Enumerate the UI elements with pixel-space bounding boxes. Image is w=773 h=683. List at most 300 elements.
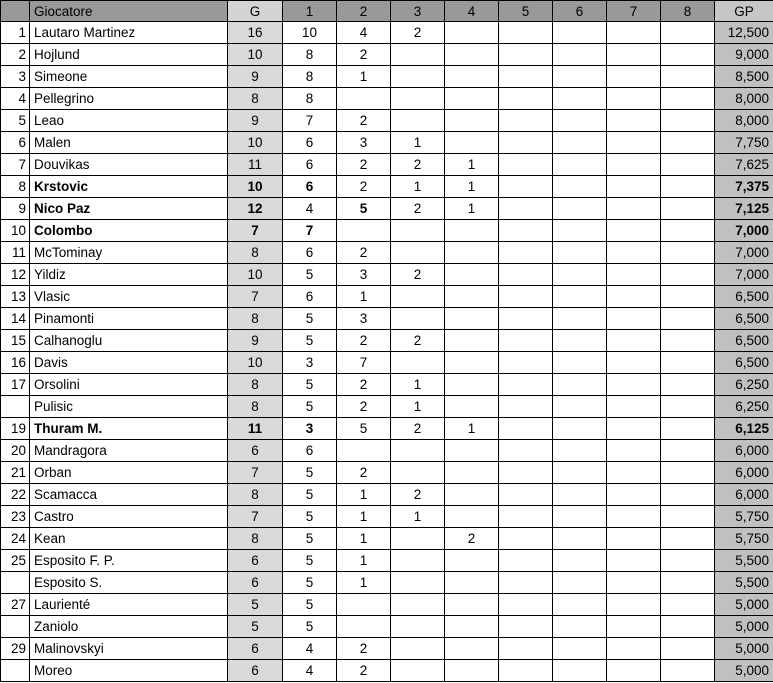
value-cell[interactable] bbox=[607, 594, 661, 616]
value-cell[interactable] bbox=[499, 528, 553, 550]
value-cell[interactable]: 2 bbox=[391, 418, 445, 440]
value-cell[interactable] bbox=[553, 286, 607, 308]
value-cell[interactable] bbox=[445, 286, 499, 308]
rank-cell[interactable]: 11 bbox=[1, 242, 30, 264]
goals-total-cell[interactable]: 12 bbox=[228, 198, 283, 220]
value-cell[interactable]: 3 bbox=[283, 418, 337, 440]
value-cell[interactable]: 2 bbox=[391, 484, 445, 506]
gp-cell[interactable]: 7,375 bbox=[715, 176, 773, 198]
value-cell[interactable] bbox=[553, 506, 607, 528]
value-cell[interactable] bbox=[445, 484, 499, 506]
rank-cell[interactable]: 17 bbox=[1, 374, 30, 396]
value-cell[interactable] bbox=[499, 352, 553, 374]
value-cell[interactable]: 6 bbox=[283, 440, 337, 462]
value-cell[interactable] bbox=[661, 660, 715, 682]
value-cell[interactable]: 5 bbox=[337, 418, 391, 440]
goals-total-cell[interactable]: 8 bbox=[228, 88, 283, 110]
goals-total-cell[interactable]: 8 bbox=[228, 308, 283, 330]
value-cell[interactable] bbox=[445, 308, 499, 330]
value-cell[interactable] bbox=[445, 88, 499, 110]
player-name-cell[interactable]: Yildiz bbox=[30, 264, 228, 286]
value-cell[interactable] bbox=[553, 594, 607, 616]
gp-cell[interactable]: 7,000 bbox=[715, 264, 773, 286]
value-cell[interactable] bbox=[553, 220, 607, 242]
col-header-3[interactable]: 3 bbox=[391, 1, 445, 22]
value-cell[interactable] bbox=[499, 330, 553, 352]
value-cell[interactable]: 1 bbox=[445, 176, 499, 198]
value-cell[interactable] bbox=[445, 506, 499, 528]
value-cell[interactable] bbox=[553, 22, 607, 44]
goals-total-cell[interactable]: 5 bbox=[228, 616, 283, 638]
value-cell[interactable] bbox=[391, 594, 445, 616]
value-cell[interactable] bbox=[553, 242, 607, 264]
value-cell[interactable] bbox=[499, 462, 553, 484]
rank-cell[interactable]: 9 bbox=[1, 198, 30, 220]
value-cell[interactable] bbox=[661, 242, 715, 264]
value-cell[interactable] bbox=[661, 22, 715, 44]
rank-cell[interactable] bbox=[1, 660, 30, 682]
value-cell[interactable] bbox=[553, 132, 607, 154]
player-name-cell[interactable]: Moreo bbox=[30, 660, 228, 682]
value-cell[interactable]: 2 bbox=[337, 638, 391, 660]
value-cell[interactable]: 5 bbox=[283, 506, 337, 528]
rank-cell[interactable]: 24 bbox=[1, 528, 30, 550]
value-cell[interactable] bbox=[607, 418, 661, 440]
rank-cell[interactable]: 8 bbox=[1, 176, 30, 198]
goals-total-cell[interactable]: 9 bbox=[228, 110, 283, 132]
value-cell[interactable] bbox=[445, 374, 499, 396]
rank-cell[interactable]: 10 bbox=[1, 220, 30, 242]
col-header-4[interactable]: 4 bbox=[445, 1, 499, 22]
goals-total-cell[interactable]: 16 bbox=[228, 22, 283, 44]
gp-cell[interactable]: 5,000 bbox=[715, 660, 773, 682]
gp-cell[interactable]: 12,500 bbox=[715, 22, 773, 44]
value-cell[interactable]: 5 bbox=[283, 572, 337, 594]
rank-cell[interactable]: 12 bbox=[1, 264, 30, 286]
goals-total-cell[interactable]: 6 bbox=[228, 572, 283, 594]
player-name-cell[interactable]: Pellegrino bbox=[30, 88, 228, 110]
col-header-2[interactable]: 2 bbox=[337, 1, 391, 22]
col-header-5[interactable]: 5 bbox=[499, 1, 553, 22]
value-cell[interactable]: 6 bbox=[283, 286, 337, 308]
value-cell[interactable]: 2 bbox=[391, 22, 445, 44]
value-cell[interactable]: 2 bbox=[337, 330, 391, 352]
player-name-cell[interactable]: Davis bbox=[30, 352, 228, 374]
gp-cell[interactable]: 5,000 bbox=[715, 638, 773, 660]
value-cell[interactable]: 7 bbox=[337, 352, 391, 374]
rank-cell[interactable]: 19 bbox=[1, 418, 30, 440]
value-cell[interactable]: 4 bbox=[283, 638, 337, 660]
value-cell[interactable] bbox=[553, 44, 607, 66]
gp-cell[interactable]: 7,750 bbox=[715, 132, 773, 154]
col-header-giocatore[interactable]: Giocatore bbox=[30, 1, 228, 22]
gp-cell[interactable]: 6,125 bbox=[715, 418, 773, 440]
value-cell[interactable]: 5 bbox=[283, 550, 337, 572]
rank-cell[interactable] bbox=[1, 396, 30, 418]
value-cell[interactable] bbox=[553, 462, 607, 484]
value-cell[interactable] bbox=[661, 154, 715, 176]
player-name-cell[interactable]: Scamacca bbox=[30, 484, 228, 506]
player-name-cell[interactable]: Castro bbox=[30, 506, 228, 528]
value-cell[interactable] bbox=[553, 572, 607, 594]
value-cell[interactable] bbox=[661, 528, 715, 550]
value-cell[interactable]: 2 bbox=[337, 110, 391, 132]
goals-total-cell[interactable]: 6 bbox=[228, 550, 283, 572]
value-cell[interactable] bbox=[607, 352, 661, 374]
player-name-cell[interactable]: Esposito F. P. bbox=[30, 550, 228, 572]
value-cell[interactable] bbox=[607, 462, 661, 484]
value-cell[interactable] bbox=[661, 176, 715, 198]
goals-total-cell[interactable]: 11 bbox=[228, 418, 283, 440]
value-cell[interactable] bbox=[661, 440, 715, 462]
value-cell[interactable]: 4 bbox=[283, 198, 337, 220]
value-cell[interactable] bbox=[391, 572, 445, 594]
player-name-cell[interactable]: McTominay bbox=[30, 242, 228, 264]
value-cell[interactable] bbox=[499, 176, 553, 198]
value-cell[interactable] bbox=[661, 286, 715, 308]
gp-cell[interactable]: 6,250 bbox=[715, 396, 773, 418]
player-name-cell[interactable]: Pinamonti bbox=[30, 308, 228, 330]
value-cell[interactable] bbox=[391, 286, 445, 308]
value-cell[interactable]: 2 bbox=[337, 396, 391, 418]
value-cell[interactable]: 5 bbox=[283, 396, 337, 418]
value-cell[interactable]: 5 bbox=[283, 308, 337, 330]
player-name-cell[interactable]: Colombo bbox=[30, 220, 228, 242]
value-cell[interactable]: 5 bbox=[337, 198, 391, 220]
value-cell[interactable] bbox=[391, 616, 445, 638]
value-cell[interactable]: 4 bbox=[337, 22, 391, 44]
value-cell[interactable] bbox=[607, 484, 661, 506]
value-cell[interactable] bbox=[553, 308, 607, 330]
value-cell[interactable]: 2 bbox=[391, 330, 445, 352]
value-cell[interactable] bbox=[553, 352, 607, 374]
gp-cell[interactable]: 6,000 bbox=[715, 484, 773, 506]
goals-total-cell[interactable]: 11 bbox=[228, 154, 283, 176]
value-cell[interactable] bbox=[661, 66, 715, 88]
value-cell[interactable] bbox=[499, 418, 553, 440]
value-cell[interactable]: 5 bbox=[283, 462, 337, 484]
value-cell[interactable] bbox=[607, 220, 661, 242]
value-cell[interactable]: 6 bbox=[283, 176, 337, 198]
value-cell[interactable] bbox=[499, 44, 553, 66]
value-cell[interactable] bbox=[553, 374, 607, 396]
player-name-cell[interactable]: Lautaro Martinez bbox=[30, 22, 228, 44]
rank-cell[interactable]: 25 bbox=[1, 550, 30, 572]
player-name-cell[interactable]: Orban bbox=[30, 462, 228, 484]
value-cell[interactable] bbox=[445, 550, 499, 572]
value-cell[interactable] bbox=[391, 88, 445, 110]
value-cell[interactable] bbox=[607, 88, 661, 110]
value-cell[interactable]: 2 bbox=[337, 374, 391, 396]
value-cell[interactable] bbox=[661, 374, 715, 396]
gp-cell[interactable]: 6,500 bbox=[715, 308, 773, 330]
value-cell[interactable] bbox=[607, 308, 661, 330]
goals-total-cell[interactable]: 6 bbox=[228, 660, 283, 682]
value-cell[interactable]: 3 bbox=[337, 132, 391, 154]
value-cell[interactable] bbox=[445, 572, 499, 594]
value-cell[interactable] bbox=[553, 396, 607, 418]
value-cell[interactable] bbox=[553, 550, 607, 572]
value-cell[interactable] bbox=[661, 462, 715, 484]
value-cell[interactable]: 3 bbox=[283, 352, 337, 374]
value-cell[interactable] bbox=[553, 660, 607, 682]
value-cell[interactable] bbox=[553, 110, 607, 132]
col-header-1[interactable]: 1 bbox=[283, 1, 337, 22]
value-cell[interactable] bbox=[553, 176, 607, 198]
rank-cell[interactable]: 15 bbox=[1, 330, 30, 352]
value-cell[interactable] bbox=[661, 110, 715, 132]
gp-cell[interactable]: 5,750 bbox=[715, 528, 773, 550]
gp-cell[interactable]: 7,000 bbox=[715, 242, 773, 264]
value-cell[interactable] bbox=[445, 264, 499, 286]
rank-cell[interactable]: 3 bbox=[1, 66, 30, 88]
value-cell[interactable] bbox=[445, 132, 499, 154]
value-cell[interactable] bbox=[607, 264, 661, 286]
value-cell[interactable]: 1 bbox=[391, 506, 445, 528]
rank-cell[interactable]: 20 bbox=[1, 440, 30, 462]
value-cell[interactable] bbox=[607, 242, 661, 264]
value-cell[interactable]: 1 bbox=[337, 66, 391, 88]
value-cell[interactable] bbox=[337, 88, 391, 110]
gp-cell[interactable]: 7,125 bbox=[715, 198, 773, 220]
value-cell[interactable] bbox=[445, 594, 499, 616]
value-cell[interactable] bbox=[499, 440, 553, 462]
value-cell[interactable] bbox=[391, 660, 445, 682]
rank-cell[interactable]: 29 bbox=[1, 638, 30, 660]
col-header-g[interactable]: G bbox=[228, 1, 283, 22]
value-cell[interactable] bbox=[337, 616, 391, 638]
value-cell[interactable]: 1 bbox=[337, 550, 391, 572]
value-cell[interactable] bbox=[445, 352, 499, 374]
value-cell[interactable] bbox=[499, 154, 553, 176]
player-name-cell[interactable]: Krstovic bbox=[30, 176, 228, 198]
value-cell[interactable]: 2 bbox=[445, 528, 499, 550]
player-name-cell[interactable]: Simeone bbox=[30, 66, 228, 88]
value-cell[interactable] bbox=[391, 66, 445, 88]
goals-total-cell[interactable]: 10 bbox=[228, 132, 283, 154]
goals-total-cell[interactable]: 8 bbox=[228, 484, 283, 506]
value-cell[interactable]: 2 bbox=[337, 154, 391, 176]
value-cell[interactable] bbox=[445, 110, 499, 132]
value-cell[interactable] bbox=[607, 528, 661, 550]
rank-cell[interactable]: 6 bbox=[1, 132, 30, 154]
rank-cell[interactable]: 23 bbox=[1, 506, 30, 528]
value-cell[interactable] bbox=[661, 352, 715, 374]
rank-cell[interactable]: 2 bbox=[1, 44, 30, 66]
col-header-6[interactable]: 6 bbox=[553, 1, 607, 22]
gp-cell[interactable]: 5,500 bbox=[715, 572, 773, 594]
value-cell[interactable] bbox=[391, 44, 445, 66]
value-cell[interactable] bbox=[607, 132, 661, 154]
player-name-cell[interactable]: Zaniolo bbox=[30, 616, 228, 638]
value-cell[interactable] bbox=[607, 198, 661, 220]
rank-cell[interactable]: 14 bbox=[1, 308, 30, 330]
value-cell[interactable] bbox=[607, 506, 661, 528]
gp-cell[interactable]: 9,000 bbox=[715, 44, 773, 66]
goals-total-cell[interactable]: 8 bbox=[228, 528, 283, 550]
player-name-cell[interactable]: Hojlund bbox=[30, 44, 228, 66]
goals-total-cell[interactable]: 8 bbox=[228, 396, 283, 418]
col-header-8[interactable]: 8 bbox=[661, 1, 715, 22]
value-cell[interactable] bbox=[499, 286, 553, 308]
goals-total-cell[interactable]: 6 bbox=[228, 638, 283, 660]
value-cell[interactable]: 10 bbox=[283, 22, 337, 44]
value-cell[interactable] bbox=[553, 484, 607, 506]
value-cell[interactable]: 3 bbox=[337, 308, 391, 330]
value-cell[interactable]: 1 bbox=[445, 198, 499, 220]
value-cell[interactable] bbox=[445, 44, 499, 66]
value-cell[interactable]: 5 bbox=[283, 616, 337, 638]
value-cell[interactable] bbox=[391, 440, 445, 462]
value-cell[interactable] bbox=[607, 440, 661, 462]
col-header-gp[interactable]: GP bbox=[715, 1, 773, 22]
gp-cell[interactable]: 6,250 bbox=[715, 374, 773, 396]
value-cell[interactable] bbox=[607, 550, 661, 572]
value-cell[interactable] bbox=[607, 374, 661, 396]
value-cell[interactable]: 2 bbox=[337, 660, 391, 682]
value-cell[interactable] bbox=[607, 110, 661, 132]
value-cell[interactable] bbox=[607, 154, 661, 176]
value-cell[interactable]: 5 bbox=[283, 484, 337, 506]
value-cell[interactable] bbox=[553, 440, 607, 462]
value-cell[interactable]: 5 bbox=[283, 374, 337, 396]
value-cell[interactable] bbox=[661, 418, 715, 440]
rank-cell[interactable]: 1 bbox=[1, 22, 30, 44]
goals-total-cell[interactable]: 5 bbox=[228, 594, 283, 616]
gp-cell[interactable]: 6,500 bbox=[715, 330, 773, 352]
value-cell[interactable]: 1 bbox=[391, 176, 445, 198]
value-cell[interactable] bbox=[391, 528, 445, 550]
goals-total-cell[interactable]: 7 bbox=[228, 506, 283, 528]
value-cell[interactable] bbox=[445, 462, 499, 484]
goals-total-cell[interactable]: 10 bbox=[228, 352, 283, 374]
value-cell[interactable] bbox=[445, 440, 499, 462]
gp-cell[interactable]: 6,500 bbox=[715, 352, 773, 374]
value-cell[interactable]: 1 bbox=[391, 132, 445, 154]
rank-cell[interactable]: 22 bbox=[1, 484, 30, 506]
value-cell[interactable] bbox=[553, 88, 607, 110]
gp-cell[interactable]: 6,500 bbox=[715, 286, 773, 308]
value-cell[interactable] bbox=[553, 528, 607, 550]
value-cell[interactable]: 2 bbox=[337, 462, 391, 484]
goals-total-cell[interactable]: 7 bbox=[228, 220, 283, 242]
value-cell[interactable]: 8 bbox=[283, 44, 337, 66]
value-cell[interactable] bbox=[499, 506, 553, 528]
goals-total-cell[interactable]: 10 bbox=[228, 264, 283, 286]
value-cell[interactable]: 7 bbox=[283, 110, 337, 132]
value-cell[interactable] bbox=[607, 286, 661, 308]
value-cell[interactable] bbox=[553, 154, 607, 176]
value-cell[interactable] bbox=[445, 330, 499, 352]
value-cell[interactable] bbox=[607, 330, 661, 352]
value-cell[interactable] bbox=[445, 616, 499, 638]
value-cell[interactable]: 3 bbox=[337, 264, 391, 286]
value-cell[interactable] bbox=[499, 88, 553, 110]
player-name-cell[interactable]: Esposito S. bbox=[30, 572, 228, 594]
value-cell[interactable]: 4 bbox=[283, 660, 337, 682]
value-cell[interactable]: 8 bbox=[283, 88, 337, 110]
gp-cell[interactable]: 8,000 bbox=[715, 110, 773, 132]
value-cell[interactable] bbox=[499, 660, 553, 682]
value-cell[interactable]: 1 bbox=[337, 286, 391, 308]
goals-total-cell[interactable]: 8 bbox=[228, 242, 283, 264]
goals-total-cell[interactable]: 7 bbox=[228, 462, 283, 484]
value-cell[interactable] bbox=[607, 638, 661, 660]
value-cell[interactable] bbox=[445, 660, 499, 682]
value-cell[interactable] bbox=[607, 22, 661, 44]
value-cell[interactable] bbox=[499, 550, 553, 572]
rank-cell[interactable]: 16 bbox=[1, 352, 30, 374]
gp-cell[interactable]: 6,000 bbox=[715, 440, 773, 462]
value-cell[interactable] bbox=[499, 396, 553, 418]
value-cell[interactable] bbox=[499, 22, 553, 44]
value-cell[interactable]: 1 bbox=[337, 528, 391, 550]
value-cell[interactable] bbox=[445, 638, 499, 660]
goals-total-cell[interactable]: 9 bbox=[228, 330, 283, 352]
value-cell[interactable]: 2 bbox=[337, 176, 391, 198]
value-cell[interactable] bbox=[391, 550, 445, 572]
value-cell[interactable] bbox=[661, 198, 715, 220]
rank-cell[interactable] bbox=[1, 572, 30, 594]
value-cell[interactable] bbox=[553, 264, 607, 286]
value-cell[interactable] bbox=[607, 44, 661, 66]
goals-total-cell[interactable]: 10 bbox=[228, 176, 283, 198]
value-cell[interactable] bbox=[445, 396, 499, 418]
value-cell[interactable]: 1 bbox=[337, 484, 391, 506]
value-cell[interactable] bbox=[607, 66, 661, 88]
value-cell[interactable] bbox=[337, 440, 391, 462]
rank-cell[interactable]: 13 bbox=[1, 286, 30, 308]
value-cell[interactable]: 5 bbox=[283, 330, 337, 352]
rank-cell[interactable]: 5 bbox=[1, 110, 30, 132]
value-cell[interactable] bbox=[337, 220, 391, 242]
player-name-cell[interactable]: Douvikas bbox=[30, 154, 228, 176]
value-cell[interactable] bbox=[499, 264, 553, 286]
value-cell[interactable] bbox=[661, 484, 715, 506]
player-name-cell[interactable]: Vlasic bbox=[30, 286, 228, 308]
value-cell[interactable]: 5 bbox=[283, 528, 337, 550]
goals-total-cell[interactable]: 6 bbox=[228, 440, 283, 462]
gp-cell[interactable]: 7,625 bbox=[715, 154, 773, 176]
player-name-cell[interactable]: Orsolini bbox=[30, 374, 228, 396]
goals-total-cell[interactable]: 10 bbox=[228, 44, 283, 66]
gp-cell[interactable]: 5,750 bbox=[715, 506, 773, 528]
value-cell[interactable]: 5 bbox=[283, 594, 337, 616]
value-cell[interactable]: 2 bbox=[337, 44, 391, 66]
value-cell[interactable] bbox=[661, 550, 715, 572]
value-cell[interactable]: 1 bbox=[391, 396, 445, 418]
col-header-corner[interactable] bbox=[1, 1, 30, 22]
value-cell[interactable] bbox=[499, 374, 553, 396]
value-cell[interactable] bbox=[499, 220, 553, 242]
rank-cell[interactable] bbox=[1, 616, 30, 638]
gp-cell[interactable]: 8,000 bbox=[715, 88, 773, 110]
col-header-7[interactable]: 7 bbox=[607, 1, 661, 22]
value-cell[interactable] bbox=[607, 396, 661, 418]
value-cell[interactable] bbox=[661, 506, 715, 528]
value-cell[interactable] bbox=[499, 66, 553, 88]
value-cell[interactable] bbox=[661, 220, 715, 242]
goals-total-cell[interactable]: 9 bbox=[228, 66, 283, 88]
value-cell[interactable]: 1 bbox=[337, 506, 391, 528]
value-cell[interactable] bbox=[661, 264, 715, 286]
gp-cell[interactable]: 6,000 bbox=[715, 462, 773, 484]
value-cell[interactable] bbox=[661, 88, 715, 110]
value-cell[interactable] bbox=[499, 484, 553, 506]
value-cell[interactable]: 2 bbox=[391, 154, 445, 176]
value-cell[interactable] bbox=[499, 594, 553, 616]
player-name-cell[interactable]: Nico Paz bbox=[30, 198, 228, 220]
